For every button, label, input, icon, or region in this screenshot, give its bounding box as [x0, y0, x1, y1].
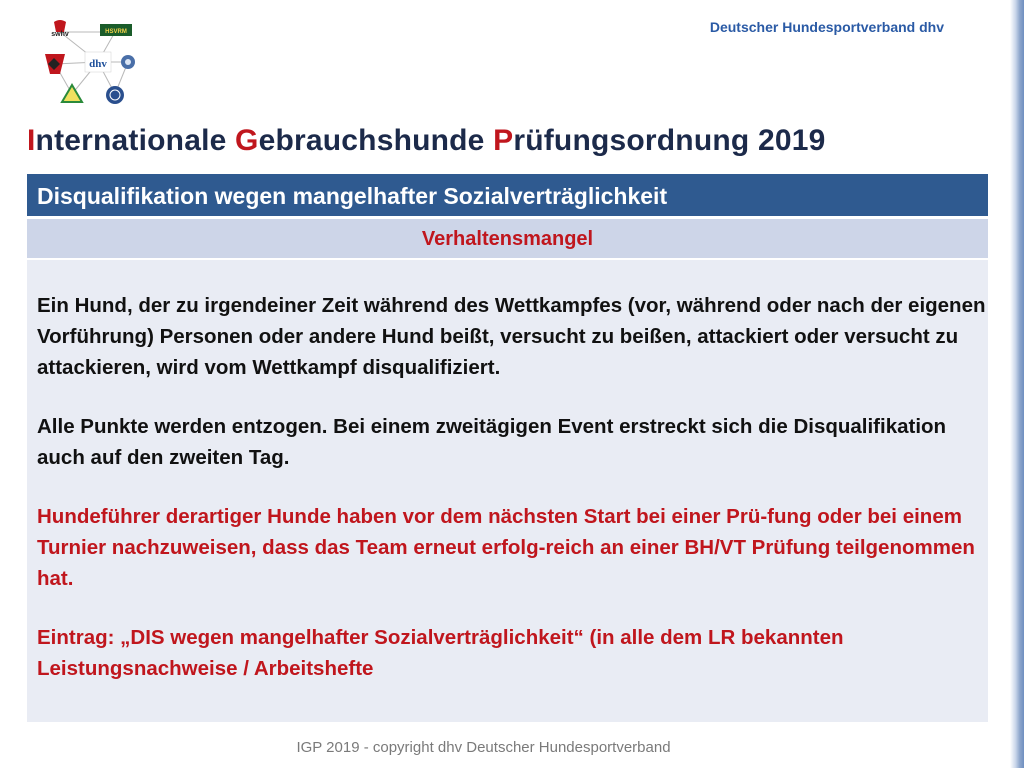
section-subheading-bar: Verhaltensmangel — [27, 219, 988, 258]
title-initial-i: I — [27, 124, 36, 157]
page-title — [27, 124, 825, 158]
rule-paragraph-points: Alle Punkte werden entzogen. Bei einem zweitägigen Event erstreckt sich die Disqualifikation auch auf den zweiten Tag. — [37, 415, 947, 469]
rule-content-box — [27, 260, 988, 722]
slide-right-edge-decoration — [1010, 0, 1024, 768]
circle-club-logo — [106, 86, 124, 104]
organization-name: Deutscher Hundesportverband dhv — [709, 19, 944, 35]
rule-paragraph-disqualification: Ein Hund, der zu irgendeiner Zeit während des Wettkampfes (vor, während oder nach der eigenen Vorführung) Personen oder andere Hund beißt, versucht zu beißen, attackiert oder versucht zu attackieren, wird vom Wettkampf disqualifiziert. — [37, 294, 986, 379]
svg-text:HSVRM: HSVRM — [105, 29, 127, 35]
member-logos-cluster — [30, 14, 150, 114]
title-initial-p: P — [493, 124, 514, 157]
logo-network-graphic — [30, 14, 150, 114]
title-text-part-2: ebrauchshunde — [258, 124, 494, 157]
rule-paragraph-entry: Eintrag: „DIS wegen mangelhafter Sozialverträglichkeit“ (in alle dem LR bekannten Leistungsnachweise / Arbeitshefte — [37, 626, 844, 680]
rule-paragraph-handler-requirement: Hundeführer derartiger Hunde haben vor dem nächsten Start bei einer Prü-fung oder bei einem Turnier nachzuweisen, dass das Team erneut erfolg-reich an einer BH/VT Prüfung teilgenommen hat. — [37, 505, 975, 590]
hsvrm-logo — [100, 24, 132, 36]
red-dog-club-logo — [45, 54, 65, 74]
title-text-part-3: rüfungsordnung 2019 — [513, 124, 826, 157]
title-text-part-1: nternationale — [35, 124, 236, 157]
footer-copyright: IGP 2019 - copyright dhv Deutscher Hundesportverband — [296, 739, 671, 756]
title-initial-g: G — [235, 124, 259, 157]
round-club-badge-logo — [121, 55, 135, 69]
dhv-logo — [85, 52, 111, 72]
triangle-club-logo — [62, 85, 82, 102]
swhv-logo — [51, 20, 69, 38]
section-heading-bar: Disqualifikation wegen mangelhafter Sozialverträglichkeit — [27, 174, 988, 216]
svg-text:swhv: swhv — [51, 31, 69, 38]
svg-text:dhv: dhv — [89, 58, 107, 70]
